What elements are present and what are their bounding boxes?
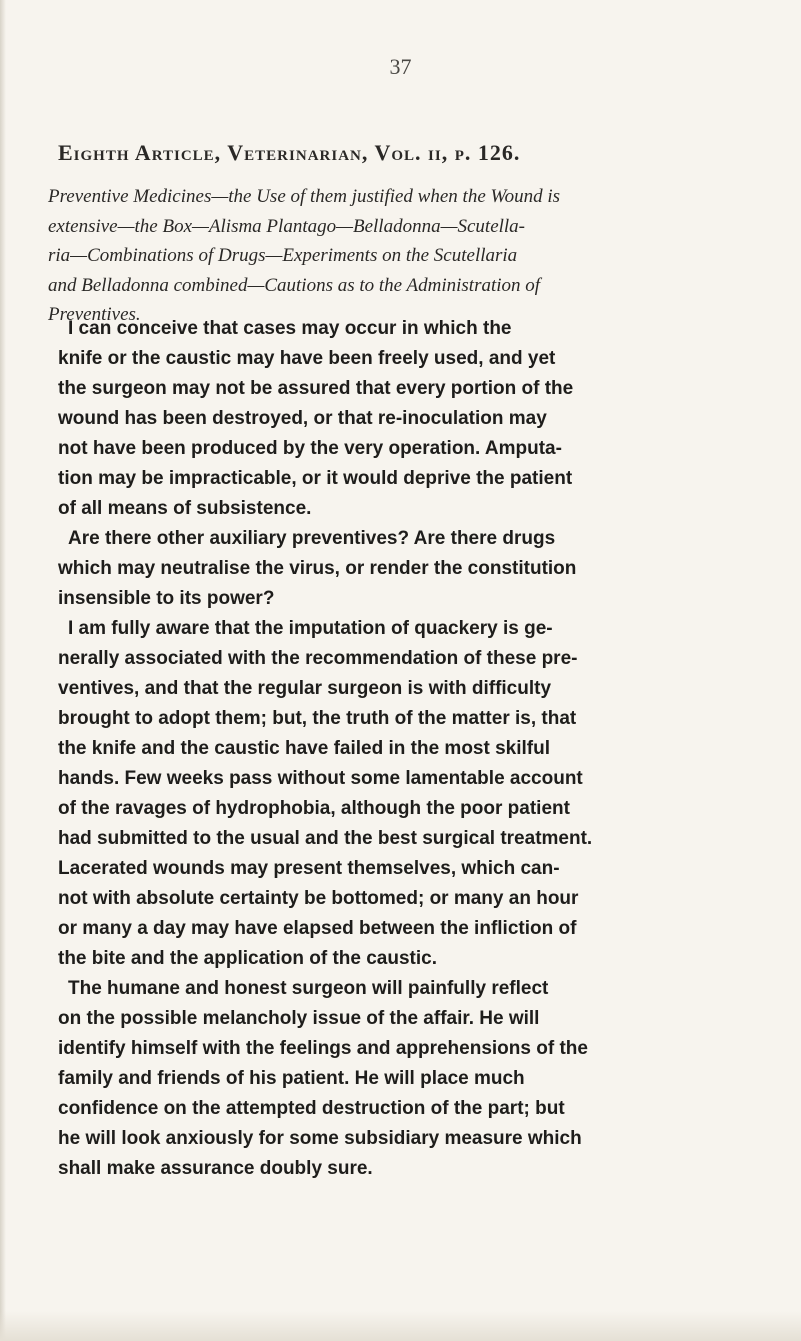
body-line: which may neutralise the virus, or render the constitution [58, 558, 577, 579]
body-line: confidence on the attempted destruction of the part; but [58, 1098, 565, 1119]
body-line: knife or the caustic may have been freely used, and yet [58, 348, 556, 369]
body-line: hands. Few weeks pass without some lamentable account [58, 768, 583, 789]
body-line: family and friends of his patient. He will place much [58, 1068, 525, 1089]
body-line: the surgeon may not be assured that every portion of the [58, 378, 574, 399]
body-text [58, 314, 758, 1184]
body-line: wound has been destroyed, or that re-inoculation may [58, 408, 547, 429]
body-line: the knife and the caustic have failed in the most skilful [58, 738, 551, 759]
body-line: nerally associated with the recommendation of these pre- [58, 648, 578, 669]
article-heading: Eighth Article, Veterinarian, Vol. ii, p. 126. [58, 140, 521, 165]
body-line: or many a day may have elapsed between the infliction of [58, 918, 577, 939]
summary-line: Preventives. [48, 304, 141, 325]
body-line: of the ravages of hydrophobia, although the poor patient [58, 798, 570, 819]
body-line: on the possible melancholy issue of the affair. He will [58, 1008, 540, 1029]
summary-line: Preventive Medicines—the Use of them justified when the Wound is [48, 186, 561, 207]
body-line: Are there other auxiliary preventives? Are there drugs [68, 528, 556, 549]
body-line: not with absolute certainty be bottomed; or many an hour [58, 888, 579, 909]
page-number: 37 [389, 54, 412, 79]
summary-line: and Belladonna combined—Cautions as to the Administration of [48, 274, 541, 296]
body-line: he will look anxiously for some subsidiary measure which [58, 1128, 582, 1149]
scan-bottom-shadow [0, 1311, 801, 1341]
body-line: shall make assurance doubly sure. [58, 1158, 373, 1179]
body-line: ventives, and that the regular surgeon is with difficulty [58, 678, 552, 699]
body-line: of all means of subsistence. [58, 498, 312, 519]
body-line: had submitted to the usual and the best surgical treatment. [58, 828, 593, 849]
article-summary [48, 182, 748, 330]
summary-line: extensive—the Box—Alisma Plantago—Belladonna—Scutella- [48, 215, 526, 237]
body-line: tion may be impracticable, or it would deprive the patient [58, 468, 573, 489]
body-line: identify himself with the feelings and apprehensions of the [58, 1038, 588, 1059]
body-line: Lacerated wounds may present themselves, which can- [58, 858, 560, 879]
summary-line: ria—Combinations of Drugs—Experiments on the Scutellaria [48, 245, 518, 266]
scan-edge-shadow [0, 0, 6, 1341]
body-line: insensible to its power? [58, 588, 275, 609]
body-line: I can conceive that cases may occur in which the [68, 318, 512, 339]
body-line: brought to adopt them; but, the truth of the matter is, that [58, 708, 577, 729]
body-line: the bite and the application of the caustic. [58, 948, 437, 969]
body-line: The humane and honest surgeon will painfully reflect [68, 978, 549, 999]
body-line: I am fully aware that the imputation of quackery is ge- [68, 618, 553, 639]
body-line: not have been produced by the very operation. Amputa- [58, 438, 562, 459]
